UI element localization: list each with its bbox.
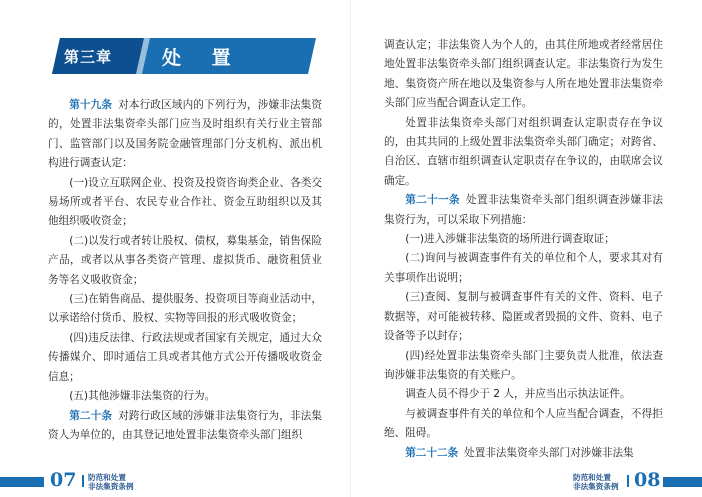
paragraph bbox=[384, 385, 663, 404]
paragraph bbox=[48, 387, 322, 406]
paragraph-text: 处置非法集资牵头部门组织调查涉嫌非法集资行为，可以采取下列措施： bbox=[384, 194, 664, 226]
left-body-text bbox=[48, 96, 322, 445]
right-footer bbox=[351, 465, 702, 497]
paragraph-text: (二)询问与被调查事件有关的单位和个人，要求其对有关事项作出说明； bbox=[384, 252, 663, 284]
book-title-line2: 非法集资条例 bbox=[573, 482, 619, 491]
paragraph bbox=[48, 232, 322, 290]
paragraph bbox=[48, 96, 322, 174]
paragraph-text: 对本行政区域内的下列行为，涉嫌非法集资的，处置非法集资牵头部门应当及时组织有关行业主管部门、监管部门以及国务院金融管理部门分支机构、派出机构进行调查认定： bbox=[48, 99, 323, 170]
paragraph-text: 对跨行政区域的涉嫌非法集资行为，非法集资人为单位的，由其登记地处置非法集资牵头部门组织 bbox=[48, 409, 323, 441]
article-number: 第二十条 bbox=[69, 409, 113, 422]
paragraph-text: 调查人员不得少于 2 人，并应当出示执法证件。 bbox=[405, 388, 631, 401]
paragraph bbox=[384, 405, 663, 444]
paragraph bbox=[384, 249, 663, 288]
paragraph bbox=[48, 290, 322, 329]
page-number: 08 bbox=[634, 469, 661, 491]
paragraph-text: (三)查阅、复制与被调查事件有关的文件、资料、电子数据等，对可能被转移、隐匿或者毁损的文件、资料、电子设备等予以封存； bbox=[384, 291, 663, 343]
article-number: 第二十二条 bbox=[405, 446, 459, 459]
book-title bbox=[573, 473, 619, 491]
paragraph bbox=[384, 191, 663, 230]
footer-bar bbox=[663, 477, 702, 487]
book-title-line1: 防范和处置 bbox=[88, 473, 126, 482]
paragraph-text: (三)在销售商品、提供服务、投资项目等商业活动中，以承诺给付货币、股权、实物等回报的形式吸收资金； bbox=[48, 293, 322, 325]
paragraph bbox=[48, 329, 322, 387]
right-body-text bbox=[384, 36, 663, 463]
paragraph-text: (四)经处置非法集资牵头部门主要负责人批准，依法查询涉嫌非法集资的有关账户。 bbox=[384, 349, 663, 381]
paragraph-text: 与被调查事件有关的单位和个人应当配合调查，不得拒绝、阻碍。 bbox=[384, 407, 663, 440]
right-page bbox=[351, 0, 702, 497]
paragraph-text: (二)以发行或者转让股权、债权，募集基金，销售保险产品，或者以从事各类资产管理、虚拟货币、融资租赁业务等名义吸收资金； bbox=[48, 234, 322, 286]
paragraph bbox=[384, 114, 663, 192]
paragraph-text: 处置非法集资牵头部门对组织调查认定职责存在争议的，由其共同的上级处置非法集资牵头部门确定；对跨省、自治区、直辖市组织调查认定职责存在争议的，由联席会议确定。 bbox=[384, 116, 663, 187]
paragraph bbox=[48, 407, 322, 446]
footer-divider bbox=[627, 475, 629, 487]
paragraph-text: (五)其他涉嫌非法集资的行为。 bbox=[69, 390, 216, 403]
footer-bar bbox=[0, 477, 44, 487]
paragraph bbox=[48, 174, 322, 232]
paragraph bbox=[384, 444, 663, 463]
chapter-number: 第三章 bbox=[64, 48, 113, 66]
paragraph-text: (一)设立互联网企业、投资及投资咨询类企业、各类交易场所或者平台、农民专业合作社、资金互助组织以及其他组织吸收资金； bbox=[48, 176, 322, 228]
article-number: 第二十一条 bbox=[405, 194, 461, 207]
paragraph-text: 调查认定；非法集资人为个人的，由其住所地或者经常居住地处置非法集资牵头部门组织调查认定。非法集资行为发生地、集资资产所在地以及集资参与人所在地处置非法集资牵头部门应当配合调查认定工作。 bbox=[384, 39, 663, 110]
footer-divider bbox=[82, 475, 84, 487]
article-number: 第十九条 bbox=[69, 99, 113, 111]
book-title-line2: 非法集资条例 bbox=[88, 482, 134, 491]
paragraph-text: 处置非法集资牵头部门对涉嫌非法集 bbox=[464, 446, 634, 459]
left-footer bbox=[0, 465, 351, 497]
paragraph bbox=[384, 230, 663, 249]
paragraph bbox=[384, 347, 663, 386]
paragraph bbox=[384, 288, 663, 346]
page-number: 07 bbox=[50, 469, 77, 491]
paragraph-text: (一)进入涉嫌非法集资的场所进行调查取证； bbox=[405, 233, 615, 246]
chapter-title: 处 置 bbox=[162, 47, 243, 69]
book-title bbox=[88, 473, 134, 491]
book-title-line1: 防范和处置 bbox=[573, 473, 611, 482]
paragraph-text: (四)违反法律、行政法规或者国家有关规定，通过大众传播媒介、即时通信工具或者其他方式公开传播吸收资金信息； bbox=[48, 331, 322, 383]
paragraph bbox=[384, 36, 663, 114]
